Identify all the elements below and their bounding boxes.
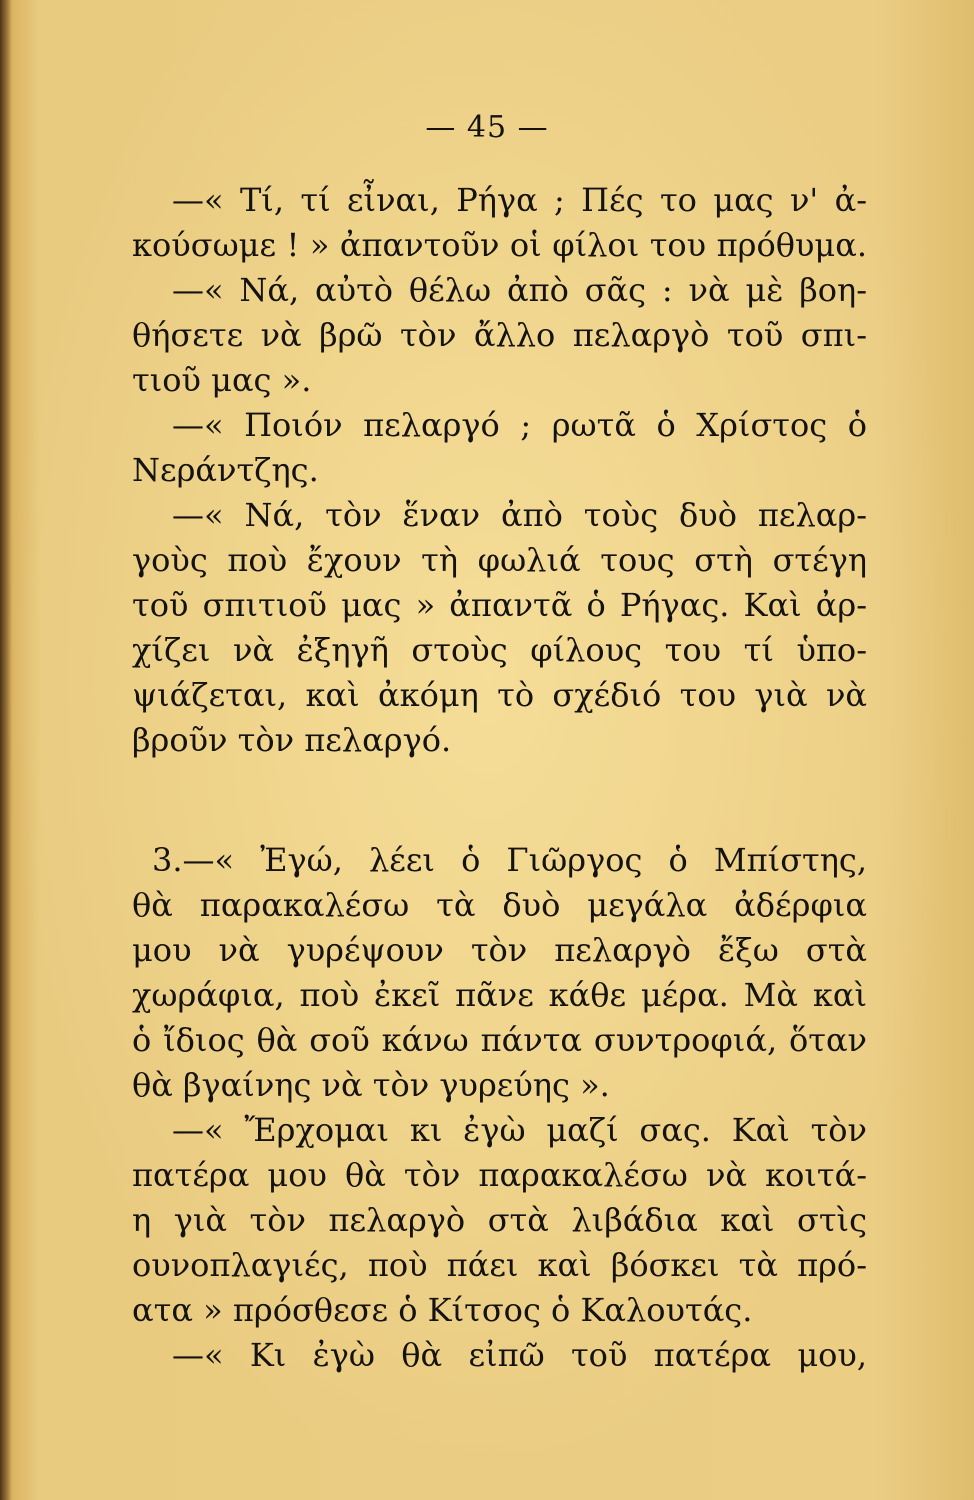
text-line: χωράφια, ποὺ ἐκεῖ πᾶνε κάθε μέρα. Μὰ καὶ	[132, 976, 867, 1014]
text-line: θήσετε νὰ βρῶ τὸν ἄλλο πελαργὸ τοῦ σπι-	[132, 316, 867, 354]
text-line: ὁ ἴδιος θὰ σοῦ κάνω πάντα συντροφιά, ὅταν	[132, 1021, 867, 1059]
text-line: κούσωμε ! » ἀπαντοῦν οἱ φίλοι του πρόθυμα.	[132, 226, 867, 264]
binding-shadow	[0, 0, 12, 1500]
text-line: Νεράντζης.	[132, 451, 319, 489]
page-number: — 45 —	[425, 110, 549, 145]
text-line: μου νὰ γυρέψουν τὸν πελαργὸ ἔξω στὰ	[132, 931, 867, 969]
text-line: τοῦ σπιτιοῦ μας » ἀπαντᾶ ὁ Ρήγας. Καὶ ἀρ-	[132, 586, 867, 624]
text-line: θὰ βγαίνης νὰ τὸν γυρεύης ».	[132, 1066, 610, 1104]
text-line: —« Ἔρχομαι κι ἐγὼ μαζί σας. Καὶ τὸν	[172, 1111, 867, 1149]
text-line: τιοῦ μας ».	[132, 361, 312, 399]
text-line: —« Τί, τί εἶναι, Ρήγα ; Πές το μας ν' ἀ-	[172, 181, 867, 219]
text-line: ατα » πρόσθεσε ὁ Κίτσος ὁ Καλουτάς.	[132, 1291, 753, 1329]
text-line: γοὺς ποὺ ἔχουν τὴ φωλιά τους στὴ στέγη	[132, 541, 867, 579]
text-line: βροῦν τὸν πελαργό.	[132, 721, 452, 759]
text-line: —« Ποιόν πελαργό ; ρωτᾶ ὁ Χρίστος ὁ	[172, 406, 867, 444]
text-line: η γιὰ τὸν πελαργὸ στὰ λιβάδια καὶ στὶς	[132, 1201, 867, 1239]
section-start-line: 3.—« Ἐγώ, λέει ὁ Γιῶργος ὁ Μπίστης,	[152, 841, 867, 879]
text-line: —« Κι ἐγὼ θὰ εἰπῶ τοῦ πατέρα μου,	[172, 1336, 867, 1374]
text-line: πατέρα μου θὰ τὸν παρακαλέσω νὰ κοιτά-	[132, 1156, 867, 1194]
text-line: ψιάζεται, καὶ ἀκόμη τὸ σχέδιό του γιὰ νὰ	[132, 676, 867, 714]
text-line: —« Νά, τὸν ἕναν ἀπὸ τοὺς δυὸ πελαρ-	[172, 496, 867, 534]
text-line: —« Νά, αὐτὸ θέλω ἀπὸ σᾶς : νὰ μὲ βοη-	[172, 271, 867, 309]
text-line: θὰ παρακαλέσω τὰ δυὸ μεγάλα ἀδέρφια	[132, 886, 867, 924]
text-line: ουνοπλαγιές, ποὺ πάει καὶ βόσκει τὰ πρό-	[132, 1246, 867, 1284]
text-line: χίζει νὰ ἐξηγῆ στοὺς φίλους του τί ὑπο-	[132, 631, 867, 669]
